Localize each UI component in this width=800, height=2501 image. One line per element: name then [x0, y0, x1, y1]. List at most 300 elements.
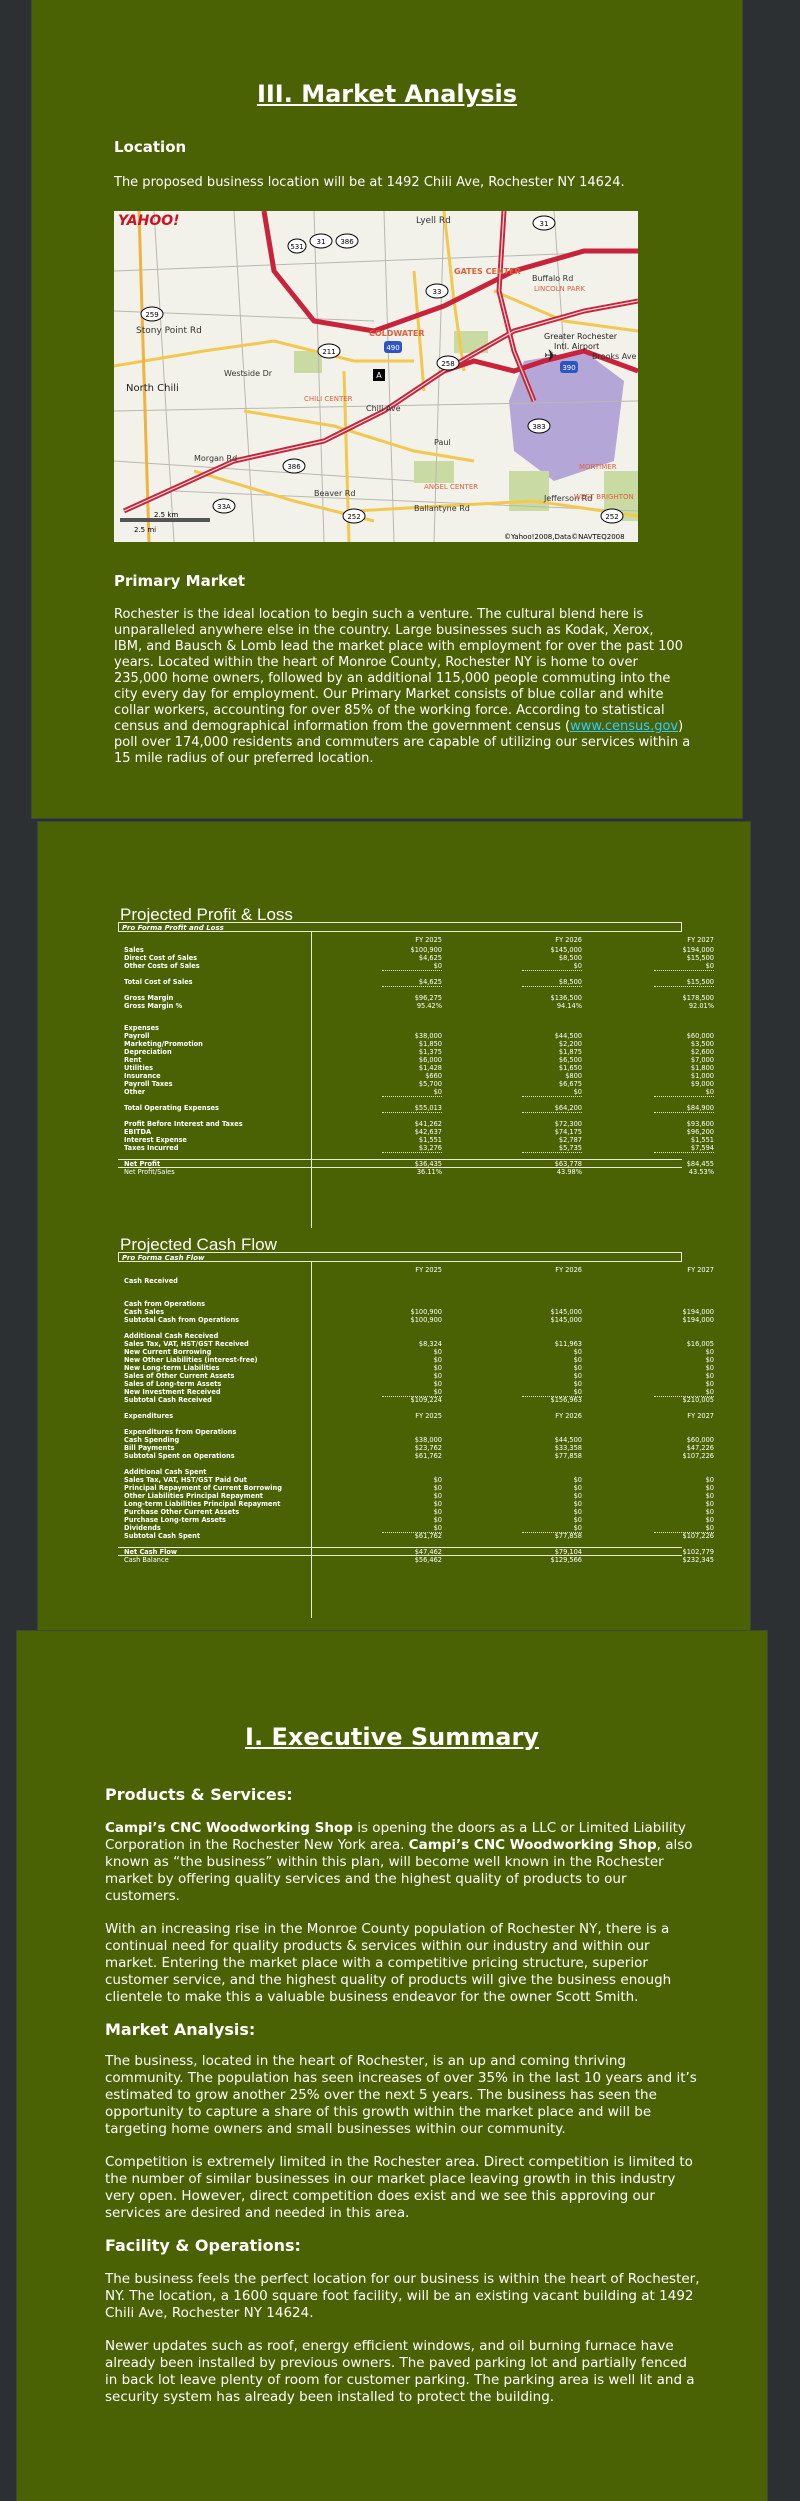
location-text: The proposed business location will be at 1492 Chili Ave, Rochester NY 14624. [114, 175, 625, 190]
pl-cell: $4,625 [418, 978, 442, 986]
pl-cell: $136,500 [550, 994, 582, 1002]
pl-row [112, 1048, 712, 1056]
cf-row [112, 1428, 712, 1436]
cf-row-label: New Other Liabilities (interest-free) [124, 1356, 258, 1364]
cf-row [112, 1340, 712, 1348]
pl-row [112, 1080, 712, 1088]
pl-row-label: Taxes Incurred [124, 1144, 179, 1152]
cf-row-label: Other Liabilities Principal Repayment [124, 1492, 263, 1500]
cf-cell: $194,000 [682, 1308, 714, 1316]
pl-cell: $15,500 [686, 954, 714, 962]
cf-row-label: New Long-term Liabilities [124, 1364, 220, 1372]
products-paragraph-2: With an increasing rise in the Monroe County population of Rochester NY, there is a continual need for quality products & services within our industry and within our market. Entering the market place with a competitive pricing structure, superior customer service, and the highest quality of products will give the business enough clientele to make this a valuable business endeavor for the owner Scott Smith. [105, 1921, 672, 2005]
svg-text:Chili Ave: Chili Ave [366, 404, 401, 413]
pl-cell: 43.98% [556, 1168, 582, 1176]
pl-row-label: Marketing/Promotion [124, 1040, 203, 1048]
subtotal-rule [522, 1096, 582, 1097]
subtotal-rule [654, 970, 714, 971]
pl-cell: $7,594 [690, 1144, 714, 1152]
pl-row-label: Total Cost of Sales [124, 978, 193, 986]
cf-row [112, 1500, 712, 1508]
cf-cell: $0 [705, 1524, 714, 1532]
cf-cell: $0 [573, 1492, 582, 1500]
svg-text:2.5 mi: 2.5 mi [134, 526, 157, 534]
pl-row-label: EBITDA [124, 1128, 152, 1136]
pl-cell: $660 [425, 1072, 442, 1080]
pl-row-label: Total Operating Expenses [124, 1104, 219, 1112]
pl-row [112, 1024, 712, 1032]
subtotal-rule [654, 986, 714, 987]
svg-text:©Yahoo!2008,Data©NAVTEQ2008: ©Yahoo!2008,Data©NAVTEQ2008 [504, 533, 625, 541]
pl-cell: $63,778 [554, 1160, 582, 1168]
executive-summary-body [105, 1771, 703, 2420]
pl-cell: $9,000 [690, 1080, 714, 1088]
cf-row-label: Expenditures from Operations [124, 1428, 237, 1436]
cf-row-label: Cash Balance [124, 1556, 169, 1564]
svg-text:383: 383 [532, 423, 546, 431]
cf-cell: FY 2027 [687, 1412, 714, 1420]
pl-cell: $1,850 [418, 1040, 442, 1048]
cf-row [112, 1508, 712, 1516]
pl-row [112, 946, 712, 954]
subtotal-rule [522, 1152, 582, 1153]
svg-text:33: 33 [432, 288, 442, 296]
pl-cell: $6,675 [558, 1080, 582, 1088]
pl-row [112, 994, 712, 1002]
cf-row-label: Subtotal Cash from Operations [124, 1316, 240, 1324]
svg-text:Paul: Paul [434, 438, 451, 447]
market-analysis-heading: Market Analysis: [105, 2020, 256, 2039]
cf-cell: $0 [573, 1476, 582, 1484]
pl-row-label: Net Profit [124, 1160, 161, 1168]
cf-cell: $0 [433, 1484, 442, 1492]
subtotal-rule [382, 1096, 442, 1097]
pl-cell: $96,275 [414, 994, 442, 1002]
pl-row [112, 1104, 712, 1112]
cf-row [112, 1436, 712, 1444]
pl-cell: 94.14% [556, 1002, 582, 1010]
svg-text:Westside Dr: Westside Dr [224, 369, 273, 378]
svg-text:Jefferson Rd: Jefferson Rd [544, 494, 593, 503]
pl-row-label: Other [124, 1088, 146, 1096]
pl-cell: $74,175 [554, 1128, 582, 1136]
cf-cell: $0 [433, 1524, 442, 1532]
cf-cell: $0 [705, 1388, 714, 1396]
pl-row [112, 1064, 712, 1072]
cf-cell: $47,462 [414, 1548, 442, 1556]
cf-cell: $0 [573, 1372, 582, 1380]
pl-cell: $64,200 [554, 1104, 582, 1112]
cf-cell: $47,226 [686, 1444, 714, 1452]
market-paragraph-2: Competition is extremely limited in the Rochester area. Direct competition is limited to the number of similar businesses in our market place leaving growth in this industry very open. However, direct competition does exist and we see this approving our services are desired and needed in this area. [105, 2154, 693, 2221]
row-rule [118, 1159, 682, 1160]
cf-cell: $16,005 [686, 1340, 714, 1348]
cf-row-label: Additional Cash Received [124, 1332, 219, 1340]
primary-market-text: Rochester is the ideal location to begin such a venture. The cultural blend here is unparalleled anywhere else in the country. Large businesses such as Kodak, Xerox, IBM, and Bausch & Lomb lead the market place with employment for over the past 100 years. Located within the heart of Monroe County, Rochester NY is home to over 235,000 home owners, followed by an additional 115,000 people commuting into the city every day for employment. Our Primary Market consists of blue collar and white collar workers, accounting for over 85% of the working force. According to statistical census and demographical information from the government census (www.census.gov) poll over 174,000 residents and commuters are capable of utilizing our services within a 15 mile radius of our preferred location. [114, 607, 691, 766]
cf-row [112, 1524, 712, 1532]
cf-cell: $0 [433, 1516, 442, 1524]
subtotal-rule [382, 986, 442, 987]
cf-cell: $61,762 [414, 1452, 442, 1460]
subtotal-rule [654, 1096, 714, 1097]
cf-cell: $0 [573, 1508, 582, 1516]
cf-cell: $156,963 [550, 1396, 582, 1404]
cf-cell: $38,000 [414, 1436, 442, 1444]
svg-text:Brooks Ave: Brooks Ave [592, 352, 637, 361]
svg-text:386: 386 [340, 238, 354, 246]
svg-text:390: 390 [562, 364, 576, 372]
cf-cell: $0 [705, 1508, 714, 1516]
pl-row-label: Gross Margin % [124, 1002, 183, 1010]
cf-row-label: Sales Tax, VAT, HST/GST Paid Out [124, 1476, 247, 1484]
cf-row [112, 1468, 712, 1476]
location-marker [373, 369, 385, 381]
pl-row-label: Interest Expense [124, 1136, 187, 1144]
pl-cell: $3,276 [418, 1144, 442, 1152]
cf-row [112, 1532, 712, 1540]
pl-cell: $800 [565, 1072, 582, 1080]
svg-text:252: 252 [605, 513, 619, 521]
cf-row-label: New Current Borrowing [124, 1348, 212, 1356]
svg-text:Greater Rochester: Greater Rochester [544, 332, 618, 341]
cf-row-label: Subtotal Cash Spent [124, 1532, 200, 1540]
cf-row-label: Purchase Other Current Assets [124, 1508, 240, 1516]
subtotal-rule [382, 970, 442, 971]
pl-cell: $2,600 [690, 1048, 714, 1056]
cf-row [112, 1452, 712, 1460]
cf-row [112, 1308, 712, 1316]
pl-row [112, 1168, 712, 1176]
cf-row [112, 1492, 712, 1500]
svg-text:WEST BRIGHTON: WEST BRIGHTON [574, 493, 634, 501]
pl-year-header: FY 2025 FY 2026 FY 2027 [415, 936, 714, 944]
subtotal-rule [522, 1112, 582, 1113]
cf-row [112, 1444, 712, 1452]
pl-row [112, 1128, 712, 1136]
cf-cell: $0 [433, 1364, 442, 1372]
cf-row-label: Long-term Liabilities Principal Repayment [124, 1500, 281, 1508]
pl-cell: 43.53% [688, 1168, 714, 1176]
cf-cell: $0 [433, 1388, 442, 1396]
pl-row [112, 1120, 712, 1128]
svg-text:Beaver Rd: Beaver Rd [314, 489, 356, 498]
primary-market-heading: Primary Market [114, 572, 246, 590]
svg-text:386: 386 [287, 463, 301, 471]
pl-cell: $0 [433, 1088, 442, 1096]
pl-row [112, 954, 712, 962]
svg-text:Buffalo Rd: Buffalo Rd [532, 274, 574, 283]
pl-cell: $7,000 [690, 1056, 714, 1064]
cf-cell: $0 [433, 1508, 442, 1516]
row-rule [118, 1547, 682, 1548]
pl-cell: $178,500 [682, 994, 714, 1002]
pl-cell: $2,200 [558, 1040, 582, 1048]
cf-row [112, 1316, 712, 1324]
cf-cell: $100,900 [410, 1308, 442, 1316]
svg-text:MORTIMER: MORTIMER [579, 463, 617, 471]
cf-row [112, 1556, 712, 1564]
pl-cell: $4,625 [418, 954, 442, 962]
cf-cell: $210,005 [682, 1396, 714, 1404]
pl-cell: 36.11% [416, 1168, 442, 1176]
pl-row-label: Payroll [124, 1032, 150, 1040]
map-graphic [114, 211, 638, 542]
pl-cell: $5,735 [558, 1144, 582, 1152]
market-analysis-title: III. Market Analysis [256, 80, 518, 108]
cf-cell: $0 [573, 1388, 582, 1396]
cf-cell: $77,858 [554, 1532, 582, 1540]
cf-cell: $0 [573, 1516, 582, 1524]
products-paragraph-1: Campi’s CNC Woodworking Shop is opening the doors as a LLC or Limited Liability Corporation in the Rochester New York area. Campi’s CNC Woodworking Shop, also known as “the business” within this plan, will become well known in the Rochester market by offering quality services and the highest quality of products to our customers. [105, 1820, 693, 1904]
pl-cell: $6,000 [418, 1056, 442, 1064]
cf-row-label: Sales of Long-term Assets [124, 1380, 222, 1388]
cf-year-header: FY 2025 FY 2026 FY 2027 [415, 1266, 714, 1274]
svg-text:ANGEL CENTER: ANGEL CENTER [424, 483, 479, 491]
cf-cell: $0 [705, 1516, 714, 1524]
pl-row [112, 1144, 712, 1152]
pl-cell: 92.01% [688, 1002, 714, 1010]
cf-cell: $0 [705, 1380, 714, 1388]
pl-cell: $55,013 [414, 1104, 442, 1112]
cf-row [112, 1412, 712, 1420]
svg-text:31: 31 [316, 238, 326, 246]
svg-text:LINCOLN PARK: LINCOLN PARK [534, 285, 585, 293]
census-link[interactable]: www.census.gov [570, 719, 679, 734]
cf-cell: $0 [573, 1500, 582, 1508]
svg-text:258: 258 [441, 360, 455, 368]
cf-cell: $23,762 [414, 1444, 442, 1452]
cf-row-label: Expenditures [124, 1412, 174, 1420]
executive-summary-title: I. Executive Summary [245, 1723, 539, 1751]
pl-row-label: Utilities [124, 1064, 154, 1072]
pl-row-label: Rent [124, 1056, 142, 1064]
svg-text:31: 31 [539, 220, 549, 228]
pl-cell: $36,435 [414, 1160, 442, 1168]
cf-cell: $60,000 [686, 1436, 714, 1444]
cf-cell: $109,224 [410, 1396, 442, 1404]
pl-cell: $1,551 [690, 1136, 714, 1144]
pl-row [112, 1032, 712, 1040]
cf-row-label: Subtotal Cash Received [124, 1396, 212, 1404]
cf-cell: $0 [433, 1348, 442, 1356]
pl-row [112, 1056, 712, 1064]
cf-cell: FY 2026 [555, 1412, 582, 1420]
pl-row-label: Other Costs of Sales [124, 962, 200, 970]
svg-text:252: 252 [347, 513, 361, 521]
pl-row-label: Net Profit/Sales [124, 1168, 175, 1176]
cf-cell: $0 [573, 1524, 582, 1532]
svg-text:490: 490 [386, 344, 400, 352]
cf-cell: $107,226 [682, 1532, 714, 1540]
pl-cell: $100,900 [410, 946, 442, 954]
cf-cell: $107,226 [682, 1452, 714, 1460]
cf-cell: $0 [573, 1364, 582, 1372]
facility-heading: Facility & Operations: [105, 2236, 301, 2255]
cf-table [112, 1266, 712, 1626]
cf-cell: $0 [705, 1500, 714, 1508]
page-executive-summary [17, 1631, 767, 2501]
pl-cell: $1,000 [690, 1072, 714, 1080]
cf-cell: $56,462 [414, 1556, 442, 1564]
pl-row-label: Profit Before Interest and Taxes [124, 1120, 243, 1128]
pl-cell: $145,000 [550, 946, 582, 954]
cf-row-label: Net Cash Flow [124, 1548, 178, 1556]
pl-cell: $44,500 [554, 1032, 582, 1040]
cf-title: Projected Cash Flow [120, 1235, 277, 1254]
subtotal-rule [522, 970, 582, 971]
subtotal-rule [382, 1152, 442, 1153]
cf-cell: $0 [705, 1484, 714, 1492]
cf-row [112, 1356, 712, 1364]
cf-row-label: Dividends [124, 1524, 161, 1532]
cf-row [112, 1396, 712, 1404]
cf-row [112, 1516, 712, 1524]
cf-cell: $0 [433, 1500, 442, 1508]
location-map[interactable] [114, 211, 638, 542]
pl-cell: $2,787 [558, 1136, 582, 1144]
pl-row [112, 978, 712, 986]
cf-header-label: Cash Received [124, 1277, 178, 1285]
pl-row-label: Sales [124, 946, 144, 954]
cf-row [112, 1300, 712, 1308]
cf-row-label: Cash Sales [124, 1308, 165, 1316]
subtotal-rule [382, 1112, 442, 1113]
facility-paragraph-1: The business feels the perfect location for our business is within the heart of Rochester, NY. The location, a 1600 square foot facility, will be an existing vacant building at 1492 Chili Ave, Rochester NY 14624. [105, 2271, 700, 2321]
pl-cell: $0 [573, 962, 582, 970]
pl-table [112, 936, 712, 1236]
page-financials [38, 822, 750, 1630]
svg-text:2.5 km: 2.5 km [154, 511, 179, 519]
svg-text:North Chili: North Chili [126, 383, 179, 394]
cf-cell: $0 [433, 1372, 442, 1380]
cf-cell: $145,000 [550, 1316, 582, 1324]
cf-cell: $0 [433, 1356, 442, 1364]
pl-cell: $1,375 [418, 1048, 442, 1056]
cf-row-label: Additional Cash Spent [124, 1468, 207, 1476]
pl-cell: $60,000 [686, 1032, 714, 1040]
svg-text:259: 259 [145, 311, 159, 319]
pl-row [112, 1002, 712, 1010]
cf-cell: $0 [573, 1348, 582, 1356]
svg-text:A: A [376, 371, 382, 380]
svg-text:✈: ✈ [544, 346, 558, 365]
cf-cell: $102,779 [682, 1548, 714, 1556]
pl-cell: $15,500 [686, 978, 714, 986]
pl-row-label: Expenses [124, 1024, 159, 1032]
svg-text:Ballantyne Rd: Ballantyne Rd [414, 504, 470, 513]
row-rule [118, 1555, 682, 1556]
cf-row [112, 1372, 712, 1380]
cf-row [112, 1348, 712, 1356]
pl-cell: $8,500 [558, 978, 582, 986]
cf-row [112, 1364, 712, 1372]
pl-cell: $3,500 [690, 1040, 714, 1048]
pl-row-label: Insurance [124, 1072, 161, 1080]
pl-cell: $1,650 [558, 1064, 582, 1072]
pl-cell: $5,700 [418, 1080, 442, 1088]
cf-cell: $0 [433, 1492, 442, 1500]
cf-cell: $129,566 [550, 1556, 582, 1564]
cf-cell: $232,345 [682, 1556, 714, 1564]
page-market-analysis [32, 0, 742, 818]
pl-cell: $0 [705, 1088, 714, 1096]
pl-subtitle: Pro Forma Profit and Loss [118, 922, 682, 932]
cf-row [112, 1476, 712, 1484]
cf-row-label: Principal Repayment of Current Borrowing [124, 1484, 282, 1492]
cf-row [112, 1332, 712, 1340]
cf-cell: $0 [705, 1372, 714, 1380]
pl-cell: $96,200 [686, 1128, 714, 1136]
cf-cell: $8,324 [418, 1340, 442, 1348]
cf-row-label: Sales Tax, VAT, HST/GST Received [124, 1340, 249, 1348]
pl-title: Projected Profit & Loss [120, 905, 293, 924]
pl-row-label: Direct Cost of Sales [124, 954, 198, 962]
cf-row-label: New Investment Received [124, 1388, 221, 1396]
cf-cell: $0 [573, 1380, 582, 1388]
cf-cell: $0 [705, 1364, 714, 1372]
market-paragraph-1: The business, located in the heart of Rochester, is an up and coming thriving community. The population has seen increases of over 35% in the last 10 years and it’s estimated to grow another 25% over the next 5 years. The business has seen the opportunity to capture a share of this growth within the market place and will be targeting home owners and small businesses within our community. [105, 2053, 697, 2137]
pl-row-label: Gross Margin [124, 994, 174, 1002]
cf-cell: $79,104 [554, 1548, 582, 1556]
cf-cell: $61,762 [414, 1532, 442, 1540]
cf-row-label: Bill Payments [124, 1444, 175, 1452]
svg-text:33A: 33A [217, 503, 231, 511]
pl-cell: $38,000 [414, 1032, 442, 1040]
pl-cell: $72,300 [554, 1120, 582, 1128]
pl-cell: $1,875 [558, 1048, 582, 1056]
products-heading: Products & Services: [105, 1785, 293, 1804]
cf-cell: $100,900 [410, 1316, 442, 1324]
cf-cell: $0 [573, 1484, 582, 1492]
pl-cell: $41,262 [414, 1120, 442, 1128]
cf-cell: $0 [705, 1348, 714, 1356]
cf-cell: $33,358 [554, 1444, 582, 1452]
pl-cell: $0 [433, 962, 442, 970]
cf-cell: $0 [573, 1356, 582, 1364]
pl-cell: $0 [573, 1088, 582, 1096]
subtotal-rule [522, 986, 582, 987]
svg-text:531: 531 [290, 243, 304, 251]
subtotal-rule [654, 1112, 714, 1113]
pl-cell: $0 [705, 962, 714, 970]
pl-row-label: Payroll Taxes [124, 1080, 173, 1088]
cf-cell: $77,858 [554, 1452, 582, 1460]
pl-cell: $1,800 [690, 1064, 714, 1072]
pl-cell: $84,455 [686, 1160, 714, 1168]
pl-row [112, 1040, 712, 1048]
svg-text:Lyell Rd: Lyell Rd [416, 216, 451, 226]
cf-cell: FY 2025 [415, 1412, 442, 1420]
pl-cell: $42,637 [414, 1128, 442, 1136]
cf-cell: $0 [705, 1492, 714, 1500]
cf-cell: $0 [705, 1476, 714, 1484]
cf-cell: $194,000 [682, 1316, 714, 1324]
svg-text:GATES CENTER: GATES CENTER [454, 267, 521, 276]
pl-row [112, 962, 712, 970]
cf-cell: $0 [433, 1380, 442, 1388]
svg-text:Intl. Airport: Intl. Airport [554, 342, 600, 351]
cf-row-label: Sales of Other Current Assets [124, 1372, 235, 1380]
cf-row-label: Subtotal Spent on Operations [124, 1452, 235, 1460]
yahoo-logo: YAHOO! [118, 213, 180, 229]
cf-row-label: Purchase Long-term Assets [124, 1516, 226, 1524]
cf-cell: $145,000 [550, 1308, 582, 1316]
pl-row-label: Depreciation [124, 1048, 172, 1056]
pl-row [112, 1072, 712, 1080]
subtotal-rule [654, 1152, 714, 1153]
pl-cell: $93,600 [686, 1120, 714, 1128]
svg-text:COLDWATER: COLDWATER [369, 329, 425, 338]
